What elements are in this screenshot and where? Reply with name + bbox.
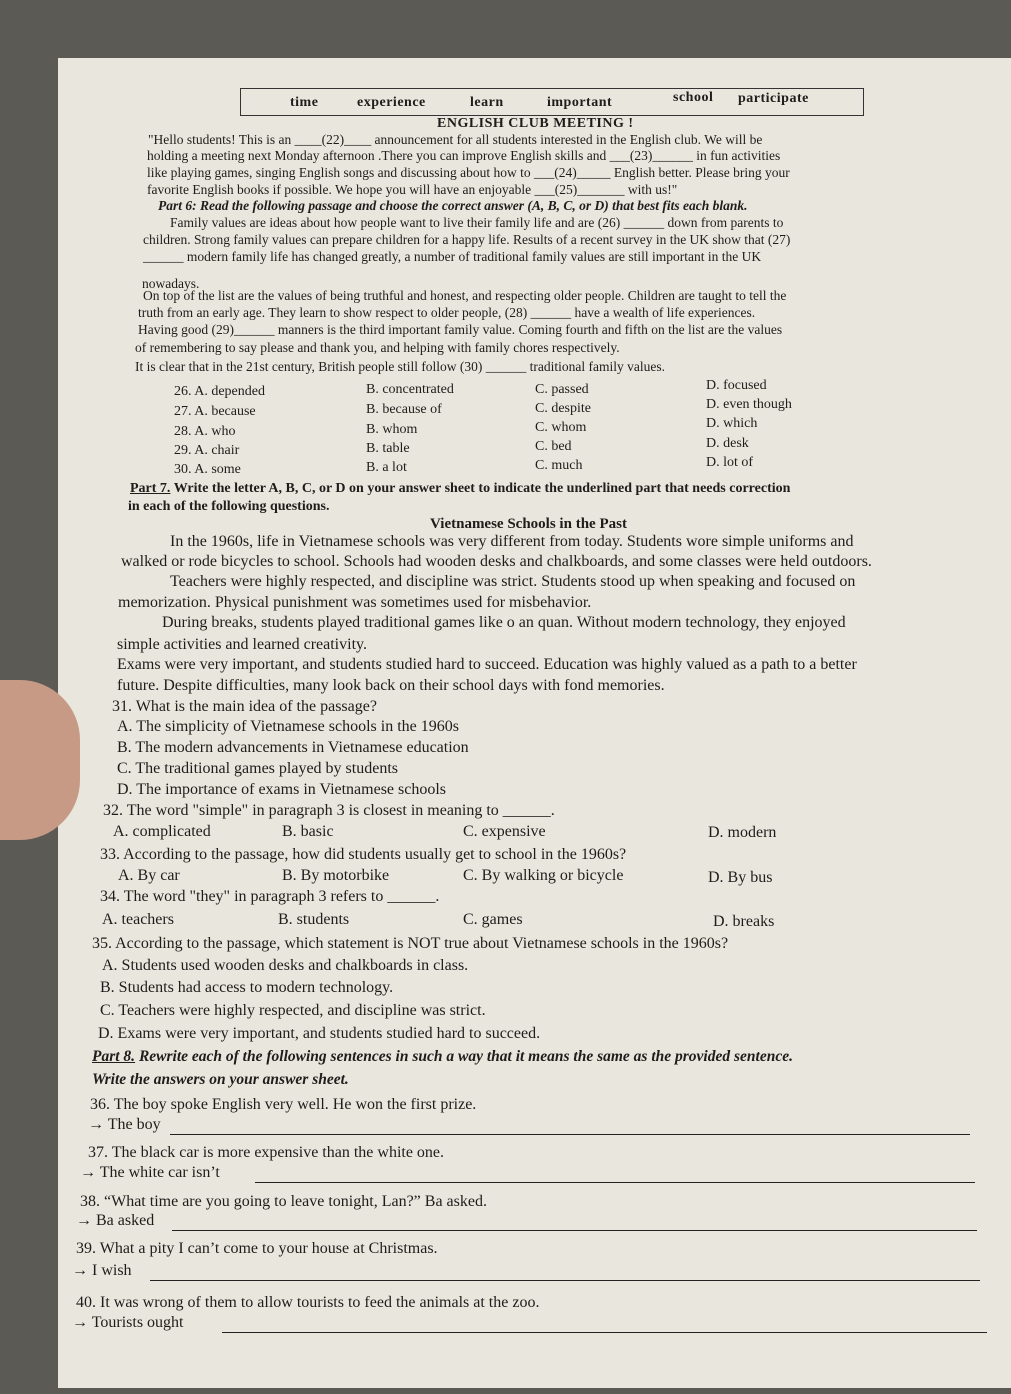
- rewrite-prompt-40: → Tourists ought: [72, 1314, 184, 1331]
- q32-option-b[interactable]: B. basic: [282, 823, 334, 840]
- part8-instruction-2: Write the answers on your answer sheet.: [92, 1071, 349, 1088]
- passage-line: Exams were very important, and students studied hard to succeed. Education was highly valued as a path to a better: [117, 656, 857, 673]
- q32-option-c[interactable]: C. expensive: [463, 823, 546, 840]
- option-28a[interactable]: 28. A. who: [174, 424, 236, 439]
- answer-line-40[interactable]: [222, 1332, 987, 1333]
- meeting-line: holding a meeting next Monday afternoon .There you can improve English skills and ___(23)______ in fun activities: [147, 148, 781, 163]
- passage-line: memorization. Physical punishment was sometimes used for misbehavior.: [118, 594, 592, 611]
- passage-line: simple activities and learned creativity.: [117, 636, 367, 653]
- question-34: 34. The word "they" in paragraph 3 refers to ______.: [100, 888, 440, 905]
- passage-line: Teachers were highly respected, and discipline was strict. Students stood up when speaking and focused on: [170, 573, 856, 590]
- q35-option-b[interactable]: B. Students had access to modern technology.: [100, 979, 394, 996]
- rewrite-prompt-39: → I wish: [72, 1262, 132, 1279]
- q33-option-d[interactable]: D. By bus: [708, 869, 773, 886]
- meeting-line: favorite English books if possible. We hope you will have an enjoyable ___(25)_______ with us!": [147, 182, 678, 197]
- rewrite-question-38: 38. “What time are you going to leave tonight, Lan?” Ba asked.: [80, 1193, 487, 1210]
- q32-option-a[interactable]: A. complicated: [113, 823, 211, 840]
- answer-line-38[interactable]: [172, 1230, 977, 1231]
- q31-option-d[interactable]: D. The importance of exams in Vietnamese schools: [117, 781, 447, 798]
- option-29c[interactable]: C. bed: [535, 439, 572, 454]
- word-time: time: [290, 95, 319, 110]
- option-28c[interactable]: C. whom: [535, 420, 587, 435]
- rewrite-question-36: 36. The boy spoke English very well. He won the first prize.: [90, 1096, 477, 1113]
- question-35: 35. According to the passage, which statement is NOT true about Vietnamese schools in the 1960s?: [92, 935, 729, 952]
- part6-line: Family values are ideas about how people want to live their family life and are (26) ______ down from parents to: [170, 215, 784, 230]
- option-30c[interactable]: C. much: [535, 458, 583, 473]
- option-29b[interactable]: B. table: [366, 441, 410, 456]
- part6-line: Having good (29)______ manners is the third important family value. Coming fourth and fifth on the list are the values: [138, 322, 783, 337]
- rewrite-prompt-36: → The boy: [88, 1116, 161, 1133]
- option-26d[interactable]: D. focused: [706, 378, 767, 393]
- rewrite-question-37: 37. The black car is more expensive than the white one.: [88, 1144, 445, 1161]
- meeting-title: ENGLISH CLUB MEETING !: [437, 116, 634, 131]
- word-learn: learn: [470, 95, 504, 110]
- finger-photo-edge: [0, 680, 80, 840]
- word-participate: participate: [738, 91, 809, 106]
- q33-option-a[interactable]: A. By car: [118, 867, 180, 884]
- option-29d[interactable]: D. desk: [706, 436, 749, 451]
- option-26c[interactable]: C. passed: [535, 382, 589, 397]
- word-school: school: [673, 90, 714, 105]
- option-27b[interactable]: B. because of: [366, 402, 442, 417]
- rewrite-question-39: 39. What a pity I can’t come to your house at Christmas.: [76, 1240, 438, 1257]
- q31-option-a[interactable]: A. The simplicity of Vietnamese schools in the 1960s: [117, 718, 459, 735]
- q34-option-b[interactable]: B. students: [278, 911, 350, 928]
- part6-line: truth from an early age. They learn to show respect to older people, (28) ______ have a wealth of life experiences.: [138, 305, 756, 320]
- passage-line: In the 1960s, life in Vietnamese schools was very different from today. Students wore simple uniforms and: [170, 533, 854, 550]
- question-31: 31. What is the main idea of the passage?: [112, 698, 377, 715]
- q35-option-a[interactable]: A. Students used wooden desks and chalkboards in class.: [102, 957, 469, 974]
- rewrite-prompt-38: → Ba asked: [76, 1212, 155, 1229]
- option-27c[interactable]: C. despite: [535, 401, 591, 416]
- q35-option-d[interactable]: D. Exams were very important, and students studied hard to succeed.: [98, 1025, 541, 1042]
- answer-line-36[interactable]: [170, 1134, 970, 1135]
- option-30b[interactable]: B. a lot: [366, 460, 407, 475]
- part6-line: of remembering to say please and thank you, and helping with family chores respectively.: [135, 340, 620, 355]
- part6-line: ______ modern family life has changed greatly, a number of traditional family values are still important in the UK: [143, 249, 762, 264]
- option-28d[interactable]: D. which: [706, 416, 758, 431]
- option-26b[interactable]: B. concentrated: [366, 382, 454, 397]
- part6-line: children. Strong family values can prepare children for a happy life. Results of a recent survey in the UK show that (27): [143, 232, 791, 247]
- part8-instruction: Rewrite each of the following sentences in such a way that it means the same as the provided sentence.: [135, 1048, 793, 1065]
- q31-option-b[interactable]: B. The modern advancements in Vietnamese education: [117, 739, 469, 756]
- option-27a[interactable]: 27. A. because: [174, 404, 256, 419]
- part8-label: Part 8.: [92, 1048, 136, 1065]
- question-32: 32. The word "simple" in paragraph 3 is closest in meaning to ______.: [103, 802, 555, 819]
- q34-option-d[interactable]: D. breaks: [713, 913, 775, 930]
- option-29a[interactable]: 29. A. chair: [174, 443, 240, 458]
- option-30a[interactable]: 30. A. some: [174, 462, 241, 477]
- answer-line-37[interactable]: [255, 1182, 975, 1183]
- passage-line: future. Despite difficulties, many look back on their school days with fond memories.: [117, 677, 665, 694]
- part6-line: nowadays.: [142, 276, 200, 291]
- answer-line-39[interactable]: [150, 1280, 980, 1281]
- part7-instruction-2: in each of the following questions.: [128, 499, 330, 514]
- q35-option-c[interactable]: C. Teachers were highly respected, and discipline was strict.: [100, 1002, 486, 1019]
- q33-option-b[interactable]: B. By motorbike: [282, 867, 390, 884]
- q33-option-c[interactable]: C. By walking or bicycle: [463, 867, 624, 884]
- rewrite-question-40: 40. It was wrong of them to allow tourists to feed the animals at the zoo.: [76, 1294, 540, 1311]
- option-27d[interactable]: D. even though: [706, 397, 792, 412]
- part6-line: It is clear that in the 21st century, British people still follow (30) ______ traditional family values.: [135, 359, 666, 374]
- passage-line: During breaks, students played traditional games like o an quan. Without modern technology, they enjoyed: [162, 614, 846, 631]
- option-26a[interactable]: 26. A. depended: [174, 384, 265, 399]
- q34-option-c[interactable]: C. games: [463, 911, 523, 928]
- meeting-line: "Hello students! This is an ____(22)____ announcement for all students interested in the English club. We will be: [148, 132, 763, 147]
- part7-label: Part 7.: [130, 481, 171, 496]
- word-important: important: [547, 95, 613, 110]
- question-33: 33. According to the passage, how did students usually get to school in the 1960s?: [100, 846, 627, 863]
- q31-option-c[interactable]: C. The traditional games played by students: [117, 760, 398, 777]
- passage-line: walked or rode bicycles to school. Schools had wooden desks and chalkboards, and some classes were held outdoors.: [121, 553, 872, 570]
- part6-line: On top of the list are the values of being truthful and honest, and respecting older people. Children are taught to tell the: [143, 288, 787, 303]
- part7-instruction: Write the letter A, B, C, or D on your answer sheet to indicate the underlined part that needs correction: [173, 481, 791, 496]
- option-30d[interactable]: D. lot of: [706, 455, 754, 470]
- passage-title: Vietnamese Schools in the Past: [430, 516, 627, 532]
- rewrite-prompt-37: → The white car isn’t: [80, 1164, 220, 1181]
- q34-option-a[interactable]: A. teachers: [102, 911, 174, 928]
- meeting-line: like playing games, singing English songs and discussing about how to ___(24)_____ English better. Please bring your: [147, 165, 790, 180]
- option-28b[interactable]: B. whom: [366, 422, 418, 437]
- part6-title: Part 6: Read the following passage and choose the correct answer (A, B, C, or D) that best fits each blank.: [158, 198, 748, 213]
- word-experience: experience: [357, 95, 426, 110]
- q32-option-d[interactable]: D. modern: [708, 824, 777, 841]
